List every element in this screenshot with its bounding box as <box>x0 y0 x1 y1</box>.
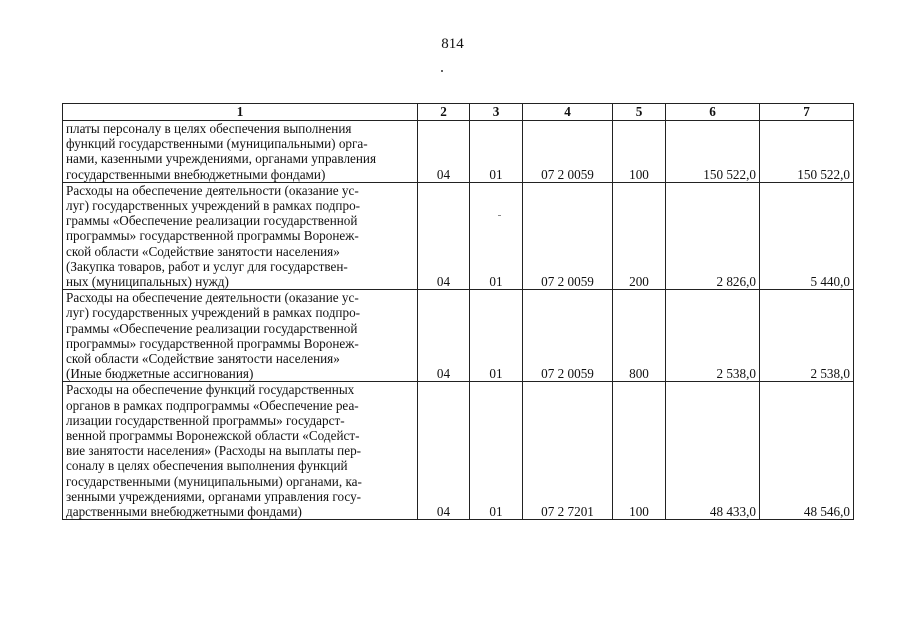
cell-sum-2: 150 522,0 <box>760 121 854 183</box>
description-line: лизации государственной программы» государст- <box>66 412 345 428</box>
cell-sum-1: 48 433,0 <box>666 382 760 520</box>
cell-sum-2: 5 440,0 <box>760 182 854 289</box>
description-line: (Закупка товаров, работ и услуг для государствен- <box>66 258 348 274</box>
description-line: государственными (муниципальными) органами, ка- <box>66 473 362 489</box>
cell-csr: 07 2 0059 <box>523 182 613 289</box>
description-line: луг) государственных учреждений в рамках подпро- <box>66 198 361 214</box>
cell-csr: 07 2 7201 <box>523 382 613 520</box>
description-line: нами, казенными учреждениями, органами управления <box>66 151 377 167</box>
description-line: венной программы Воронежской области «Содейст- <box>66 428 360 444</box>
description-line: государственными внебюджетными фондами) <box>66 166 326 182</box>
description-line: программы» государственной программы Воронеж- <box>66 335 359 351</box>
scan-dot <box>441 70 443 72</box>
description-line: вие занятости населения» (Расходы на выплаты пер- <box>66 443 362 459</box>
cell-csr: 07 2 0059 <box>523 290 613 382</box>
row-description <box>63 290 418 382</box>
header-col-4: 4 <box>523 104 613 121</box>
description-line: Расходы на обеспечение деятельности (оказание ус- <box>66 182 359 198</box>
header-col-5: 5 <box>613 104 666 121</box>
table-row <box>63 290 854 382</box>
description-line: Расходы на обеспечение деятельности (оказание ус- <box>66 290 359 306</box>
cell-vr: 200 <box>613 182 666 289</box>
header-col-2: 2 <box>418 104 470 121</box>
header-col-7: 7 <box>760 104 854 121</box>
description-line: органов в рамках подпрограммы «Обеспечение реа- <box>66 397 359 413</box>
cell-pr: 01 <box>470 382 523 520</box>
cell-vr: 100 <box>613 382 666 520</box>
description-line: платы персоналу в целях обеспечения выполнения <box>66 121 352 136</box>
cell-pr: 01 <box>470 121 523 183</box>
cell-vr: 100 <box>613 121 666 183</box>
cell-pr: 01 <box>470 290 523 382</box>
row-description <box>63 182 418 289</box>
description-line: (Иные бюджетные ассигнования) <box>66 366 254 382</box>
description-line: граммы «Обеспечение реализации государственной <box>66 320 358 336</box>
description-line: соналу в целях обеспечения выполнения функций <box>66 458 348 474</box>
cell-sum-1: 2 826,0 <box>666 182 760 289</box>
description-line: дарственными внебюджетными фондами) <box>66 504 302 520</box>
header-col-6: 6 <box>666 104 760 121</box>
cell-sum-2: 2 538,0 <box>760 290 854 382</box>
row-description <box>63 121 418 183</box>
header-row <box>63 104 854 121</box>
header-col-1: 1 <box>63 104 418 121</box>
cell-vr: 800 <box>613 290 666 382</box>
table-row <box>63 121 854 183</box>
budget-table <box>62 103 854 520</box>
cell-rz: 04 <box>418 182 470 289</box>
description-line: Расходы на обеспечение функций государственных <box>66 382 355 398</box>
page-number: 814 <box>441 36 464 52</box>
cell-rz: 04 <box>418 121 470 183</box>
table-row <box>63 382 854 520</box>
cell-sum-1: 150 522,0 <box>666 121 760 183</box>
description-line: луг) государственных учреждений в рамках подпро- <box>66 305 361 321</box>
cell-rz: 04 <box>418 382 470 520</box>
row-description <box>63 382 418 520</box>
cell-pr: 01 <box>470 182 523 289</box>
cell-sum-2: 48 546,0 <box>760 382 854 520</box>
description-line: ской области «Содействие занятости населения» <box>66 351 340 367</box>
description-line: зенными учреждениями, органами управления госу- <box>66 488 362 504</box>
header-col-3: 3 <box>470 104 523 121</box>
cell-sum-1: 2 538,0 <box>666 290 760 382</box>
cell-csr: 07 2 0059 <box>523 121 613 183</box>
description-line: функций государственными (муниципальными) орга- <box>66 136 368 152</box>
table-row <box>63 182 854 289</box>
cell-rz: 04 <box>418 290 470 382</box>
description-line: ных (муниципальных) нужд) <box>66 274 229 290</box>
description-line: программы» государственной программы Воронеж- <box>66 228 359 244</box>
description-line: граммы «Обеспечение реализации государственной <box>66 213 358 229</box>
description-line: ской области «Содействие занятости населения» <box>66 243 340 259</box>
